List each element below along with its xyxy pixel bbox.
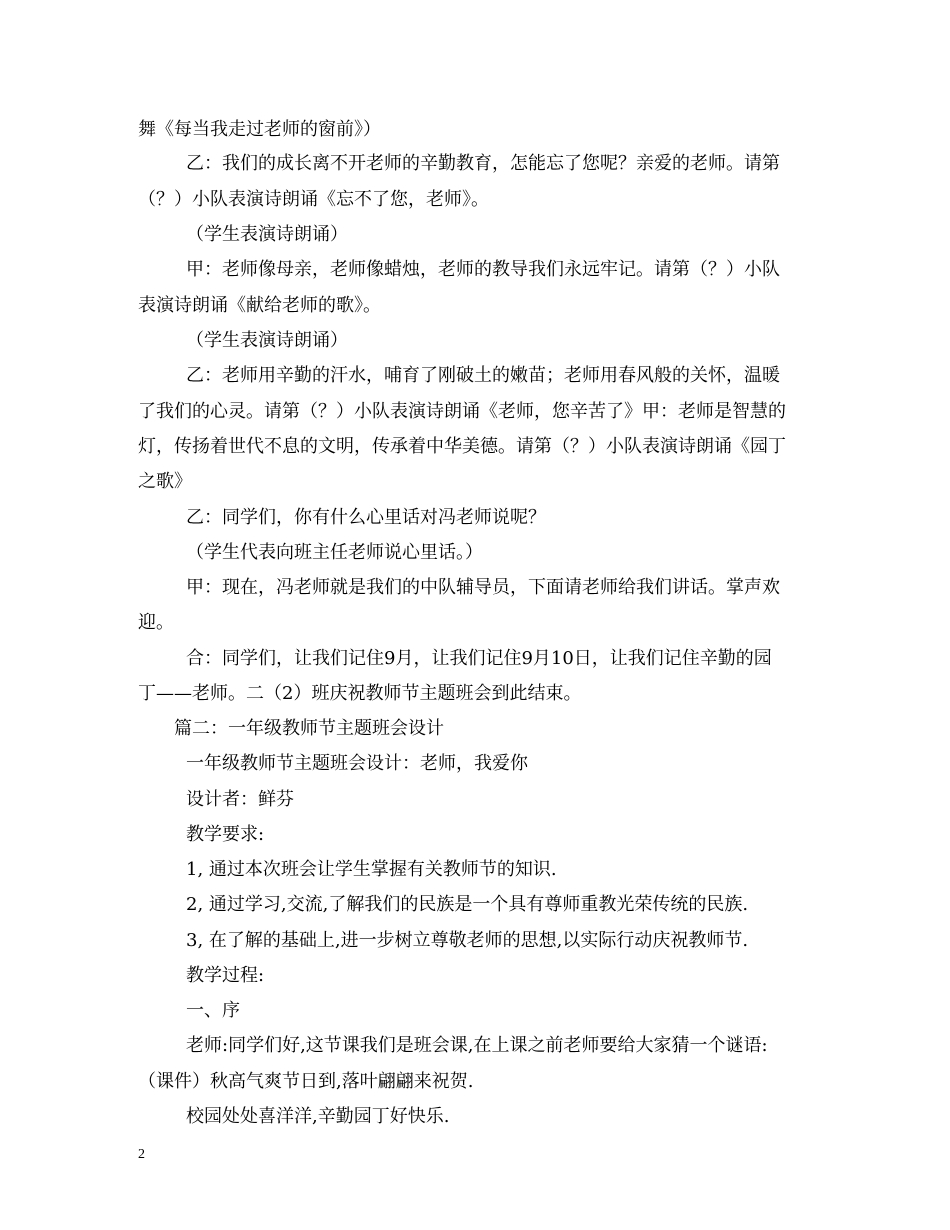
page-number: 2	[138, 1147, 145, 1162]
text-line: 教学过程:	[186, 965, 265, 986]
text-line: 校园处处喜洋洋,辛勤园丁好快乐.	[186, 1106, 450, 1127]
text-line: 乙：老师用辛勤的汗水，哺育了刚破土的嫩苗；老师用春风般的关怀，温暖	[186, 365, 780, 386]
list-item: 2, 通过学习,交流,了解我们的民族是一个具有尊师重教光荣传统的民族.	[186, 894, 749, 915]
text-line: 一、序	[186, 1000, 240, 1021]
text-line: 乙：我们的成长离不开老师的辛勤教育，怎能忘了您呢？亲爱的老师。请第	[186, 153, 780, 174]
text-line: 舞《每当我走过老师的窗前》）	[138, 119, 381, 140]
text-line: （学生表演诗朗诵）	[186, 224, 348, 245]
text-line: 表演诗朗诵《献给老师的歌》。	[138, 295, 381, 316]
list-item: 1, 通过本次班会让学生掌握有关教师节的知识.	[186, 859, 557, 880]
text-line: 教学要求:	[186, 824, 265, 845]
text-line: 一年级教师节主题班会设计：老师，我爱你	[186, 753, 528, 774]
section-heading: 篇二：一年级教师节主题班会设计	[174, 718, 444, 739]
text-line: 老师:同学们好,这节课我们是班会课,在上课之前老师要给大家猜一个谜语:	[186, 1035, 768, 1056]
text-line: （？）小队表演诗朗诵《忘不了您，老师》。	[138, 189, 489, 210]
text-line: 之歌》	[138, 471, 192, 492]
text-line: （课件）秋高气爽节日到,落叶翩翩来祝贺.	[138, 1071, 474, 1092]
text-line: 甲：老师像母亲，老师像蜡烛，老师的教导我们永远牢记。请第（？）小队	[186, 259, 780, 280]
text-line: 迎。	[138, 612, 174, 633]
text-line: 乙：同学们，你有什么心里话对冯老师说呢？	[186, 507, 546, 528]
text-line: 合：同学们，让我们记住9月，让我们记住9月10日，让我们记住辛勤的园	[186, 648, 772, 669]
text-line: （学生表演诗朗诵）	[186, 330, 348, 351]
text-line: 丁——老师。二（2）班庆祝教师节主题班会到此结束。	[138, 683, 582, 704]
list-item: 3, 在了解的基础上,进一步树立尊敬老师的思想,以实际行动庆祝教师节.	[186, 930, 749, 951]
text-line: 甲：现在，冯老师就是我们的中队辅导员，下面请老师给我们讲话。掌声欢	[186, 577, 780, 598]
text-line: 了我们的心灵。请第（？）小队表演诗朗诵《老师，您辛苦了》甲：老师是智慧的	[138, 401, 786, 422]
text-line: 设计者：鲜芬	[186, 789, 294, 810]
text-line: （学生代表向班主任老师说心里话。）	[186, 542, 483, 563]
text-line: 灯，传扬着世代不息的文明，传承着中华美德。请第（？）小队表演诗朗诵《园丁	[138, 436, 786, 457]
